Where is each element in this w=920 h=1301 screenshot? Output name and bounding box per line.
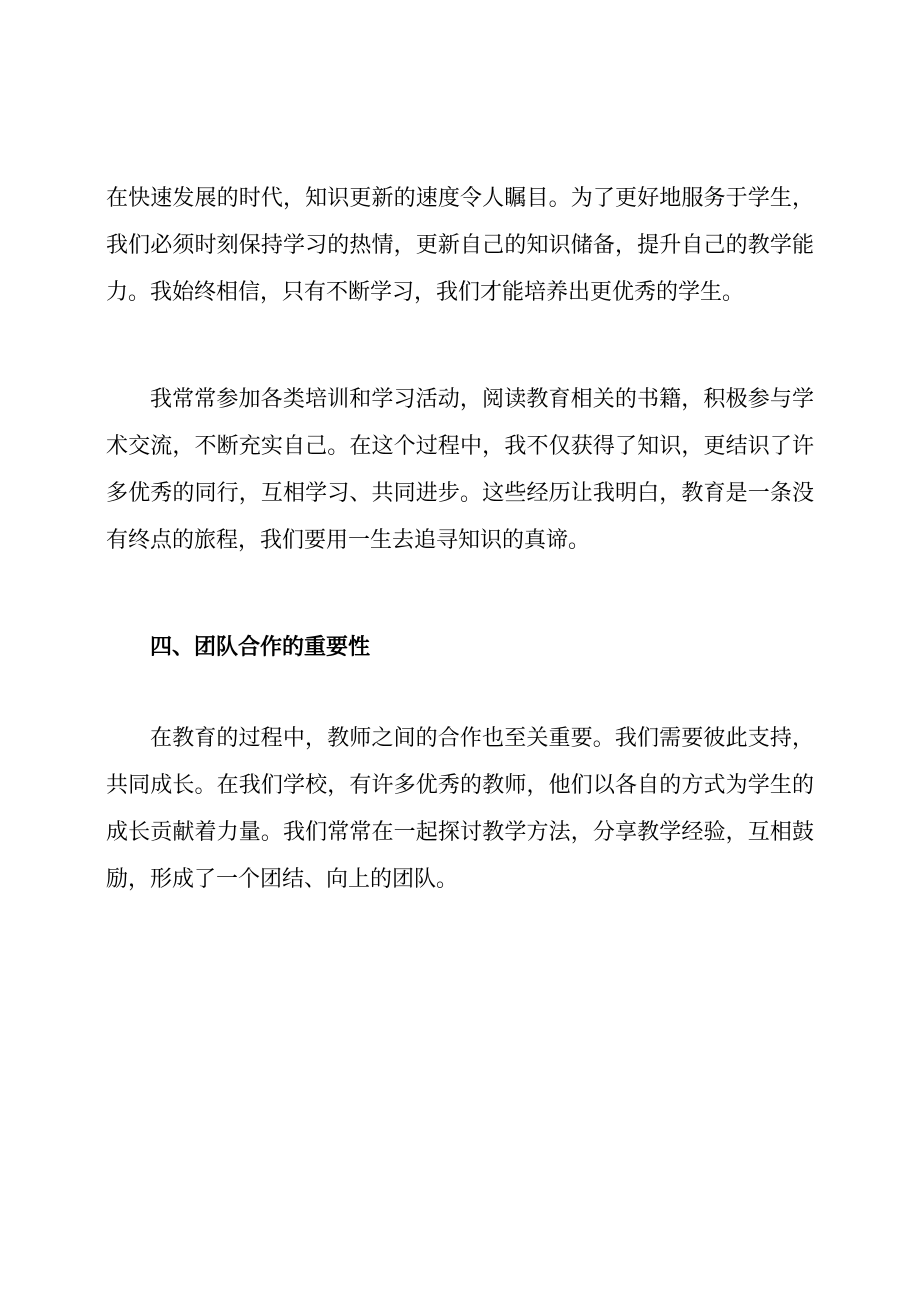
paragraph-spacer (106, 671, 814, 715)
document-body (106, 175, 814, 903)
paragraph-spacer (106, 564, 814, 624)
paragraph-continuous-learning: 我常常参加各类培训和学习活动，阅读教育相关的书籍，积极参与学术交流，不断充实自己。在这个过程中，我不仅获得了知识，更结识了许多优秀的同行，互相学习、共同进步。这些经历让我明白，教育是一条没有终点的旅程，我们要用一生去追寻知识的真谛。 (106, 387, 814, 553)
section-heading-teamwork: 四、团队合作的重要性 (150, 635, 371, 660)
paragraph-knowledge-update: 在快速发展的时代，知识更新的速度令人瞩目。为了更好地服务于学生，我们必须时刻保持学习的热情，更新自己的知识储备，提升自己的教学能力。我始终相信，只有不断学习，我们才能培养出更优秀的学生。 (106, 186, 814, 305)
paragraph-teacher-cooperation: 在教育的过程中，教师之间的合作也至关重要。我们需要彼此支持，共同成长。在我们学校，有许多优秀的教师，他们以各自的方式为学生的成长贡献着力量。我们常常在一起探讨教学方法，分享教学经验，互相鼓励，形成了一个团结、向上的团队。 (106, 726, 814, 892)
paragraph-spacer (106, 316, 814, 376)
